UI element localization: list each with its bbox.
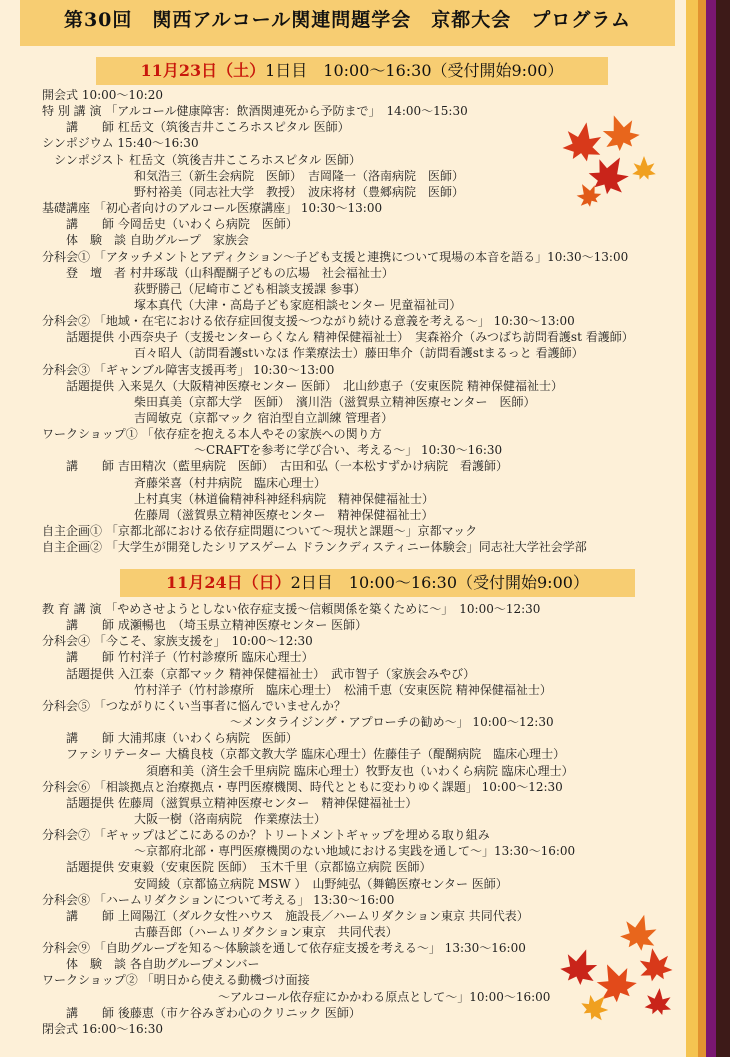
day1-header xyxy=(96,57,608,85)
program-line xyxy=(42,152,361,168)
program-line xyxy=(42,329,634,345)
side-stripe-brown xyxy=(716,0,730,1057)
program-text: ～アルコール依存症にかかわる原点として～」10:00～16:00 xyxy=(134,989,551,1004)
program-text: ～CRAFTを参考に学び合い、考える～」 10:30～16:30 xyxy=(134,443,503,458)
program-text: 「アルコール健康障害：飲酒関連死から予防まで」 14:00～15:30 xyxy=(101,104,468,119)
program-text: 16:00～16:30 xyxy=(78,1021,163,1036)
program-text: 安岡綾（京都協立病院 MSW ） 山野純弘（舞鶴医療センター 医師） xyxy=(134,876,508,891)
program-text: 「自助グループを知る～体験談を通して依存症支援を考える～」 13:30～16:00 xyxy=(90,941,526,956)
program-text: 大橋良枝（京都文教大学 臨床心理士）佐藤佳子（醍醐病院 臨床心理士） xyxy=(161,747,566,762)
program-text: 後藤恵（市ケ谷みぎわ心のクリニック 医師） xyxy=(114,1005,361,1020)
program-line xyxy=(42,892,394,908)
program-line xyxy=(42,601,540,617)
program-label: 教 育 講 演 xyxy=(42,602,102,616)
program-label: 分科会⑧ xyxy=(42,892,91,907)
program-label: 講 師 xyxy=(42,731,115,746)
program-text: 大浦邦康（いわくら病院 医師） xyxy=(114,731,298,746)
program-line xyxy=(42,876,508,892)
program-label: ワークショップ① xyxy=(42,427,138,442)
program-line xyxy=(42,940,526,956)
program-line xyxy=(42,313,575,329)
program-text: 佐藤周（滋賀県立精神医療センター 精神保健福祉士） xyxy=(134,507,434,522)
day1-time: 1日目 10:00～16:30（受付開始9:00） xyxy=(265,61,564,80)
program-text: 和気浩三（新生会病院 医師） 吉岡隆一（洛南病院 医師） xyxy=(134,168,465,183)
program-label: 話題提供 xyxy=(42,330,115,345)
program-text: 荻野勝己（尼崎市こども相談支援課 参事） xyxy=(134,281,366,296)
program-text: 「つながりにくい当事者に悩んでいませんか？ xyxy=(90,698,346,713)
program-line xyxy=(42,763,574,779)
program-label: シンポジスト xyxy=(42,152,126,167)
program-line xyxy=(42,649,314,665)
program-text: 佐藤周（滋賀県立精神医療センター 精神保健福祉士） xyxy=(114,795,418,810)
program-line xyxy=(42,633,313,649)
program-text: 上村真実（林道倫精神科神経科病院 精神保健福祉士） xyxy=(134,491,435,506)
program-line xyxy=(42,442,502,458)
program-line xyxy=(42,216,298,232)
program-line xyxy=(42,827,490,843)
program-label: 分科会⑥ xyxy=(42,779,91,794)
side-stripe-purple xyxy=(706,0,716,1057)
program-label: 話題提供 xyxy=(42,666,115,681)
program-line xyxy=(42,184,464,200)
program-label: 講 師 xyxy=(42,459,115,474)
program-label: 体 験 談 xyxy=(42,233,127,248)
program-text: 「明日から使える動機づけ面接 xyxy=(137,973,310,988)
program-line xyxy=(42,666,475,682)
program-label: シンポジウム xyxy=(42,136,114,151)
program-label: 話題提供 xyxy=(42,378,115,393)
program-text: 「大学生が開発したシリアスゲーム ドランクディスティニー体験会」同志社大学社会学部 xyxy=(102,540,587,555)
program-label: 分科会① xyxy=(42,249,91,264)
program-text: 「ギャップはどこにあるのか？トリートメントギャップを埋める取り組み xyxy=(90,828,490,843)
program-label: 体 験 談 xyxy=(42,957,127,972)
program-line xyxy=(42,119,350,135)
program-line xyxy=(42,345,584,361)
program-label: 講 師 xyxy=(42,217,115,232)
program-line xyxy=(42,972,310,988)
program-label: 分科会④ xyxy=(42,634,91,649)
program-label: 自主企画① xyxy=(42,524,103,539)
program-label: 講 師 xyxy=(42,1005,115,1020)
program-text: 塚本真代（大津・高島子ども家庭相談センター 児童福祉司） xyxy=(134,297,462,312)
program-text: 10:00～10:20 xyxy=(78,88,163,102)
side-stripe-orange xyxy=(698,0,706,1057)
program-line xyxy=(42,908,529,924)
program-text: 今岡岳史（いわくら病院 医師） xyxy=(114,217,298,232)
program-line xyxy=(42,956,260,972)
program-text: ～メンタライジング・アプローチの勧め～」 10:00～12:30 xyxy=(134,715,554,730)
program-label: 講 師 xyxy=(42,908,115,923)
program-line xyxy=(42,410,393,426)
program-label: 講 師 xyxy=(42,120,115,135)
program-line xyxy=(42,1005,361,1021)
program-line xyxy=(42,362,334,378)
program-line xyxy=(42,458,508,474)
program-text: 古藤吾郎（ハームリダクション東京 共同代表） xyxy=(134,925,398,939)
program-text: 野村裕美（同志社大学 教授） 波床将材（豊郷病院 医師） xyxy=(134,184,465,199)
program-line xyxy=(42,168,464,184)
program-label: 分科会⑦ xyxy=(42,828,91,843)
program-text: 「アタッチメントとアディクション～子ども支援と連携について現場の本音を語る」10:30～13:00 xyxy=(90,249,629,264)
day2-header xyxy=(120,569,635,597)
program-line xyxy=(42,682,552,698)
program-line xyxy=(42,523,477,539)
program-text: 「初心者向けのアルコール医療講座」 10:30～13:00 xyxy=(90,201,383,216)
program-text: 「依存症を抱える本人やその家族への関り方 xyxy=(137,427,382,442)
program-text: 入江泰（京都マック 精神保健福祉士） 武市智子（家族会みやび） xyxy=(114,666,476,681)
program-line xyxy=(42,746,565,762)
program-line xyxy=(42,811,326,827)
day2-date: 11月24日（日） xyxy=(166,573,291,592)
program-text: 吉岡敏克（京都マック 宿泊型自立訓練 管理者） xyxy=(134,411,394,425)
program-line xyxy=(42,779,563,795)
program-line xyxy=(42,378,563,394)
program-label: 話題提供 xyxy=(42,795,115,810)
program-line xyxy=(42,281,366,297)
program-line xyxy=(42,426,382,442)
program-text: 「ギャンブル障害支援再考」 10:30～13:00 xyxy=(90,362,335,377)
program-text: 「京都北部における依存症問題について～現状と課題～」京都マック xyxy=(102,524,478,539)
program-label: 特 別 講 演 xyxy=(42,104,102,119)
program-text: 自助グループ 家族会 xyxy=(126,233,249,248)
program-label: 分科会② xyxy=(42,314,91,329)
program-text: 「ハームリダクションについて考える」 13:30～16:00 xyxy=(90,892,395,907)
program-line xyxy=(42,265,394,281)
program-text: 大阪一樹（洛南病院 作業療法士） xyxy=(134,811,327,826)
program-text: 百々昭人（訪問看護stいなほ 作業療法士）藤田隼介（訪問看護stまるっと 看護師） xyxy=(134,346,584,361)
program-text: 小西奈央子（支援センターらくなん 精神保健福祉士） 実森裕介（みつばち訪問看護st 看護師） xyxy=(114,330,634,345)
program-line xyxy=(42,989,550,1005)
program-text: 15:40～16:30 xyxy=(113,136,199,151)
program-line xyxy=(42,249,628,265)
program-text: 「相談拠点と治療拠点・専門医療機関、時代とともに変わりゆく課題」 10:00～12:30 xyxy=(90,779,563,794)
program-label: 分科会⑤ xyxy=(42,698,91,713)
program-line xyxy=(42,507,434,523)
program-label: 講 師 xyxy=(42,618,115,633)
program-text: 入来晃久（大阪精神医療センター 医師） 北山紗恵子（安東医院 精神保健福祉士） xyxy=(114,378,563,393)
program-text: ～京都府北部・専門医療機関のない地域における実践を通して～」13:30～16:00 xyxy=(134,844,576,859)
program-text: 安東毅（安東医院 医師） 玉木千里（京都協立病院 医師） xyxy=(114,860,432,875)
program-label: 話題提供 xyxy=(42,860,115,875)
program-line xyxy=(42,232,249,248)
program-line xyxy=(42,491,434,507)
program-line xyxy=(42,475,326,491)
program-text: 「今こそ、家族支援を」 10:00～12:30 xyxy=(90,634,313,649)
program-line xyxy=(42,200,382,216)
program-text: 吉田精次（藍里病院 医師） 古田和弘（一本松すずかけ病院 看護師） xyxy=(114,459,508,474)
program-label: 自主企画② xyxy=(42,540,103,555)
program-text: 「地域・在宅における依存症回復支援～つながり続ける意義を考える～」 10:30～13:00 xyxy=(90,314,575,329)
program-line xyxy=(42,87,163,103)
maple-leaves-icon xyxy=(552,110,662,220)
program-line xyxy=(42,394,536,410)
program-line xyxy=(42,730,298,746)
program-text: 柴田真美（京都大学 医師） 濱川浩（滋賀県立精神医療センター 医師） xyxy=(134,394,536,409)
program-label: 分科会③ xyxy=(42,362,91,377)
program-line xyxy=(42,539,587,555)
program-text: 「やめさせようとしない依存症支援～信頼関係を築くために～」 10:00～12:30 xyxy=(101,602,541,616)
page-title: 第30回 関西アルコール関連問題学会 京都大会 プログラム xyxy=(20,0,675,46)
program-line xyxy=(42,698,346,714)
day2-time: 2日目 10:00～16:30（受付開始9:00） xyxy=(290,573,589,592)
program-label: ワークショップ② xyxy=(42,973,138,988)
program-label: 分科会⑨ xyxy=(42,941,91,956)
program-line xyxy=(42,843,575,859)
program-label: 閉会式 xyxy=(42,1021,79,1036)
program-label: ファシリテーター xyxy=(42,747,162,762)
program-text: 斉藤栄喜（村井病院 臨床心理士） xyxy=(134,475,327,490)
program-text: 須磨和美（済生会千里病院 臨床心理士）牧野友也（いわくら病院 臨床心理士） xyxy=(134,763,574,778)
day1-date: 11月23日（土） xyxy=(140,61,266,80)
side-stripe-yellow xyxy=(686,0,698,1057)
program-line xyxy=(42,924,398,940)
program-text: 杠岳文（筑後吉井こころホスピタル 医師） xyxy=(125,152,361,167)
program-text: 村井琢哉（山科醍醐子どもの広場 社会福祉士） xyxy=(126,265,394,280)
program-text: 上岡陽江（ダルク女性ハウス 施設長／ハームリダクション東京 共同代表） xyxy=(114,908,529,923)
program-label: 開会式 xyxy=(42,88,79,102)
maple-leaves-icon xyxy=(548,910,683,1030)
program-text: 各自助グループメンバー xyxy=(126,957,260,972)
program-label: 登 壇 者 xyxy=(42,265,127,280)
program-line xyxy=(42,135,199,151)
program-line xyxy=(42,1021,163,1037)
program-line xyxy=(42,859,431,875)
program-text: 成瀬暢也 （埼玉県立精神医療センター 医師） xyxy=(114,618,368,633)
program-text: 杠岳文（筑後吉井こころホスピタル 医師） xyxy=(114,120,350,135)
program-label: 講 師 xyxy=(42,650,115,665)
program-line xyxy=(42,297,461,313)
program-line xyxy=(42,795,417,811)
program-line xyxy=(42,714,554,730)
program-line xyxy=(42,617,367,633)
program-text: 竹村洋子（竹村診療所 臨床心理士） xyxy=(114,650,314,665)
program-line xyxy=(42,103,468,119)
program-text: 竹村洋子（竹村診療所 臨床心理士） 松浦千恵（安東医院 精神保健福祉士） xyxy=(134,682,552,697)
program-label: 基礎講座 xyxy=(42,201,91,216)
